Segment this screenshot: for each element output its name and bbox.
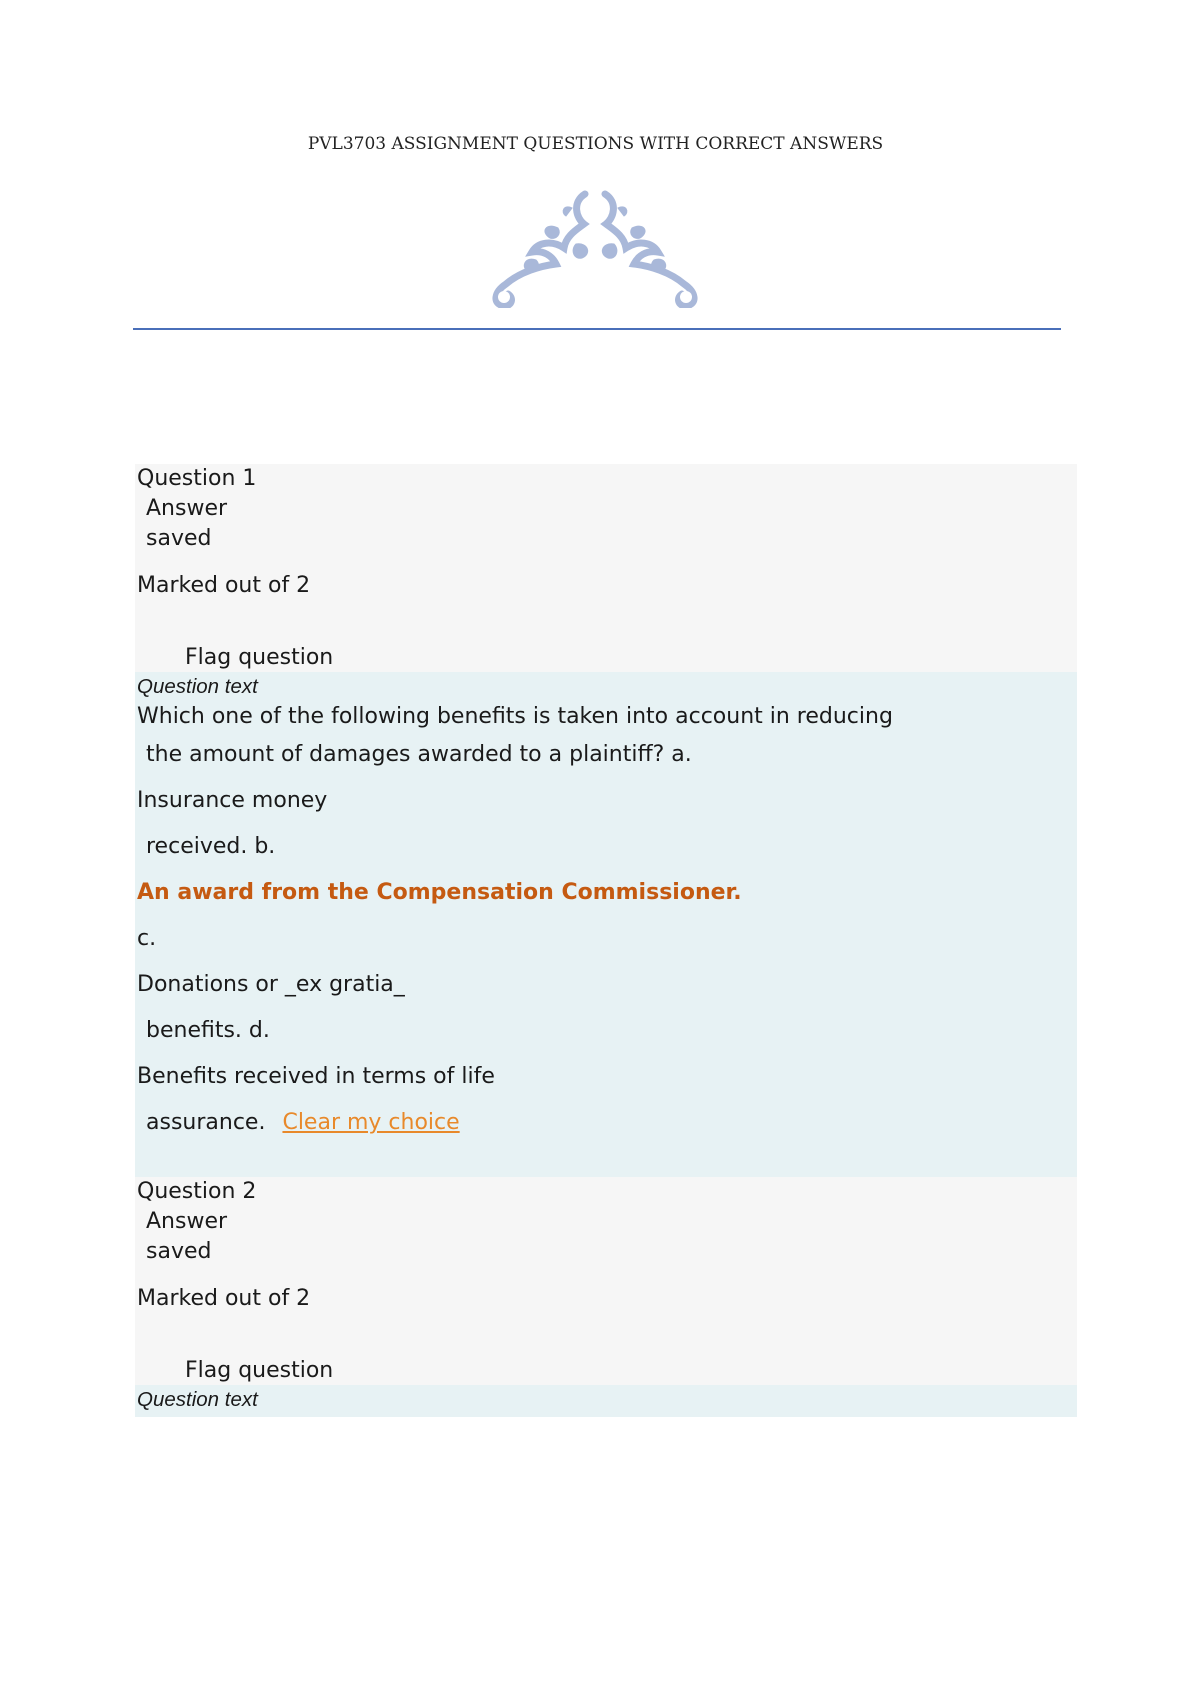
question-prompt-continued: the amount of damages awarded to a plaintiff? a. (146, 742, 692, 767)
option-d-continued[interactable]: assurance. (146, 1110, 266, 1135)
flag-question-button[interactable]: Flag question (185, 1358, 334, 1383)
answer-status-saved: saved (146, 526, 212, 551)
question-text-label: Question text (137, 675, 258, 698)
question-text-label: Question text (137, 1388, 258, 1411)
question-number: Question 2 (137, 1179, 257, 1204)
document-title: PVL3703 ASSIGNMENT QUESTIONS WITH CORRECT ANSWERS (307, 134, 884, 154)
question-1-info (135, 464, 1077, 672)
marks-label: Marked out of 2 (137, 1286, 311, 1311)
question-prompt: Which one of the following benefits is taken into account in reducing (137, 704, 893, 729)
floral-flourish-icon (480, 184, 710, 308)
option-c[interactable]: Donations or _ex gratia_ (137, 972, 405, 997)
header-divider (133, 328, 1061, 330)
option-d[interactable]: Benefits received in terms of life (137, 1064, 495, 1089)
clear-choice-link[interactable]: Clear my choice (282, 1110, 460, 1135)
answer-status-saved: saved (146, 1239, 212, 1264)
answer-status: Answer (146, 1209, 228, 1234)
option-c-continued[interactable]: benefits. d. (146, 1018, 270, 1043)
option-a[interactable]: Insurance money (137, 788, 328, 813)
flag-question-button[interactable]: Flag question (185, 645, 334, 670)
marks-label: Marked out of 2 (137, 573, 311, 598)
question-2-content (135, 1385, 1077, 1417)
answer-status: Answer (146, 496, 228, 521)
option-a-continued[interactable]: received. b. (146, 834, 276, 859)
option-d-last-line (146, 1108, 460, 1138)
option-c-prefix: c. (137, 926, 157, 951)
question-number: Question 1 (137, 466, 257, 491)
question-2-info (135, 1177, 1077, 1385)
question-1-content (135, 672, 1077, 1177)
option-b-correct[interactable]: An award from the Compensation Commissioner. (137, 880, 742, 905)
